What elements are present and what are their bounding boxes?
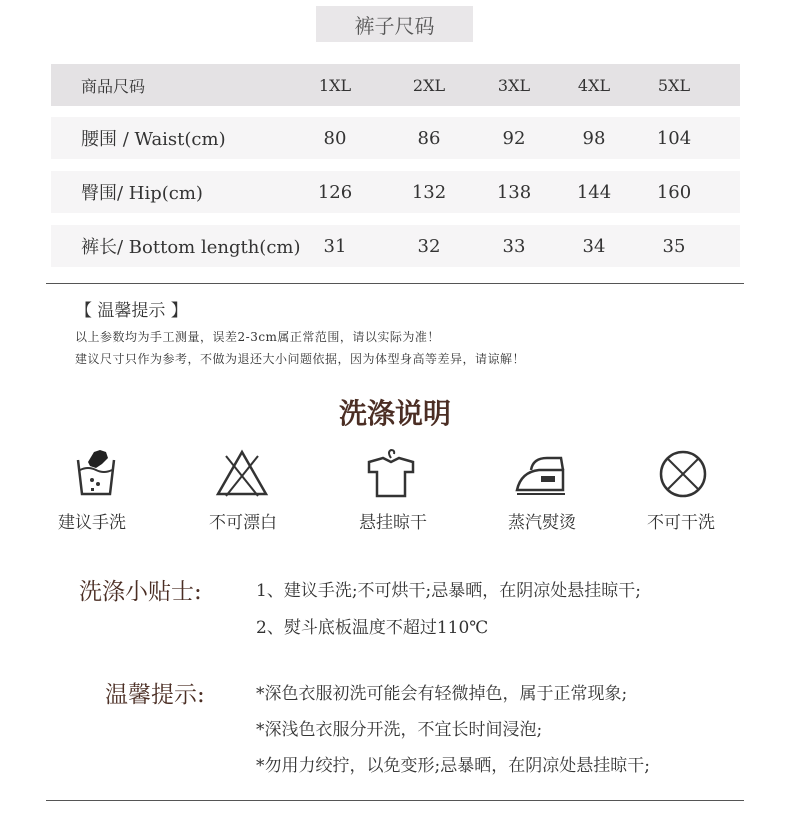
icon-label: 建议手洗: [58, 513, 126, 533]
size-table-header: [51, 64, 740, 106]
warm-tip-line: *深色衣服初洗可能会有轻微掉色，属于正常现象;: [256, 684, 628, 704]
table-cell: 138: [496, 181, 532, 203]
warm-tip-line: *勿用力绞拧，以免变形;忌暴晒，在阴凉处悬挂晾干;: [256, 756, 650, 776]
divider: [46, 800, 744, 801]
header-size: 5XL: [657, 75, 691, 95]
warm-tips-heading: 温馨提示:: [105, 682, 205, 708]
warm-tip-line: *深浅色衣服分开洗，不宜长时间浸泡;: [256, 720, 543, 740]
wash-tip-line: 1、建议手洗;不可烘干;忌暴晒，在阴凉处悬挂晾干;: [256, 581, 641, 601]
table-cell: 126: [317, 181, 353, 203]
table-cell: 132: [411, 181, 447, 203]
hang-dry-icon: [361, 448, 421, 500]
table-cell: 98: [582, 127, 606, 149]
table-cell: 104: [656, 127, 692, 149]
wash-tip-line: 2、熨斗底板温度不超过110℃: [256, 618, 489, 638]
row-label: 臀围/ Hip(cm): [81, 183, 203, 204]
header-size: 3XL: [497, 75, 531, 95]
icon-label: 不可漂白: [209, 513, 277, 533]
table-cell: 144: [576, 181, 612, 203]
table-row-length: [51, 225, 740, 267]
row-label: 腰围 / Waist(cm): [81, 129, 226, 150]
header-size: 4XL: [577, 75, 611, 95]
no-dry-clean-icon: [653, 448, 713, 500]
no-bleach-icon: [212, 448, 272, 500]
table-cell: 86: [417, 127, 441, 149]
notice-title: 【 温馨提示 】: [75, 301, 188, 321]
header-size: 1XL: [318, 75, 352, 95]
table-cell: 34: [582, 235, 606, 257]
icon-label: 不可干洗: [647, 513, 715, 533]
hand-wash-icon: [66, 448, 126, 500]
size-table-title: 裤子尺码: [316, 6, 473, 42]
row-label: 裤长/ Bottom length(cm): [81, 237, 301, 258]
icon-label: 悬挂晾干: [359, 513, 427, 533]
table-cell: 92: [502, 127, 526, 149]
table-cell: 31: [323, 235, 347, 257]
notice-line: 以上参数均为手工测量，误差2-3cm属正常范围，请以实际为准！: [75, 330, 440, 344]
table-cell: 160: [656, 181, 692, 203]
header-label: 商品尺码: [81, 76, 146, 96]
header-size: 2XL: [412, 75, 446, 95]
steam-iron-icon: [511, 448, 571, 500]
table-cell: 35: [662, 235, 686, 257]
table-row-hip: [51, 171, 740, 213]
table-cell: 32: [417, 235, 441, 257]
notice-line: 建议尺寸只作为参考，不做为退还大小问题依据，因为体型身高等差异，请谅解！: [75, 352, 526, 366]
wash-tips-heading: 洗涤小贴士:: [79, 579, 202, 605]
divider: [46, 283, 744, 284]
table-cell: 80: [323, 127, 347, 149]
wash-title: 洗涤说明: [338, 397, 451, 430]
table-row-waist: [51, 117, 740, 159]
table-cell: 33: [502, 235, 526, 257]
icon-label: 蒸汽熨烫: [508, 513, 576, 533]
